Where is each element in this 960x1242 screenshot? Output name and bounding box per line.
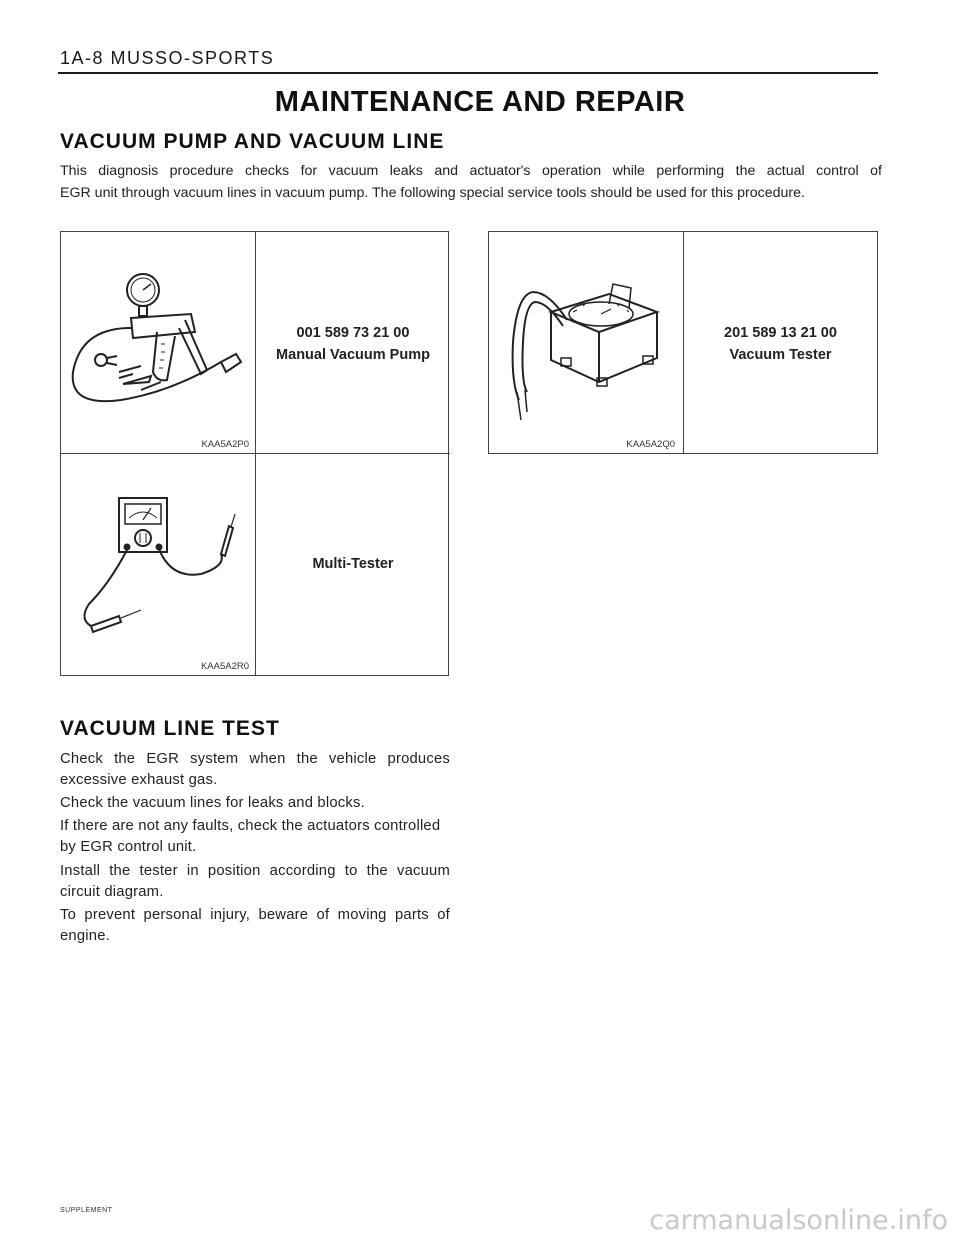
image-code-multitester: KAA5A2R0	[200, 661, 249, 672]
vacuum-pump-illustration	[61, 232, 256, 454]
watermark-text: carmanualsonline.info	[649, 1205, 948, 1236]
tool-table-left	[60, 231, 449, 676]
tool-image-cell-vacuum-tester	[489, 232, 684, 453]
intro-line-2: EGR unit through vacuum lines in vacuum pump. The following special service tools should be used for this procedure.	[60, 185, 805, 201]
multi-tester-illustration	[61, 454, 256, 675]
section-heading-vacuum-line-test: VACUUM LINE TEST	[60, 717, 280, 740]
tool-image-cell-multitester	[61, 454, 256, 675]
body-paragraph-2: Check the vacuum lines for leaks and blocks.	[60, 795, 365, 811]
tool-part-number-pump: 001 589 73 21 00	[296, 325, 410, 341]
tool-table-right	[488, 231, 878, 454]
body-paragraph-3: If there are not any faults, check the actuators controlled by EGR control unit.	[60, 818, 441, 855]
body-paragraph-4: Install the tester in position according to the vacuum circuit diagram.	[60, 863, 450, 900]
section-heading-vacuum-pump: VACUUM PUMP AND VACUUM LINE	[60, 130, 445, 153]
tool-text-cell-multitester	[256, 454, 450, 675]
page-title: MAINTENANCE AND REPAIR	[274, 86, 686, 118]
tool-name-vacuum-tester: Vacuum Tester	[729, 347, 832, 363]
tool-text-cell-vacuum-tester	[684, 232, 877, 453]
footer-supplement-label: SUPPLEMENT	[60, 1207, 113, 1214]
image-code-pump: KAA5A2P0	[201, 439, 249, 450]
page-header-title: 1A-8 MUSSO-SPORTS	[60, 48, 275, 68]
intro-paragraph	[60, 160, 882, 204]
body-paragraph-5: To prevent personal injury, beware of moving parts of engine.	[60, 907, 450, 944]
body-paragraph-1: Check the EGR system when the vehicle produces excessive exhaust gas.	[60, 751, 450, 788]
vacuum-tester-illustration	[489, 232, 684, 453]
tool-name-pump: Manual Vacuum Pump	[276, 347, 430, 363]
tool-part-number-vacuum-tester: 201 589 13 21 00	[724, 325, 837, 341]
header-divider	[58, 72, 878, 74]
image-code-vacuum-tester: KAA5A2Q0	[626, 439, 675, 450]
tool-name-multitester: Multi-Tester	[312, 556, 394, 572]
tool-text-cell-pump	[256, 232, 450, 454]
intro-line-1: This diagnosis procedure checks for vacuum leaks and actuator's operation while performing the actual control of	[60, 163, 882, 179]
tool-image-cell-pump	[61, 232, 256, 454]
